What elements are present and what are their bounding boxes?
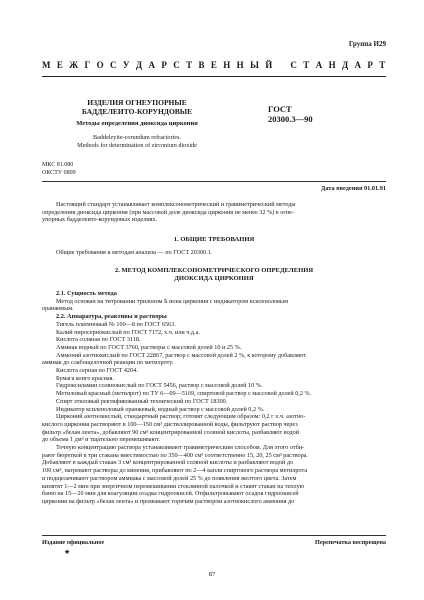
reagent-line: Тигель платиновый № 100—8 по ГОСТ 6563. xyxy=(56,320,176,328)
standard-title-letter: Ж xyxy=(69,60,79,70)
mks-code: МКС 81.080 xyxy=(42,162,74,168)
standard-title-letter: Е xyxy=(56,60,64,70)
standard-title-letter: Р xyxy=(161,60,168,70)
reagent-line: Цирконий азотнокислый, стандартный раствор; готовят следующим образом: 0,2 г х.ч. азотно- xyxy=(56,413,306,421)
standard-title-letter: А xyxy=(148,60,156,70)
reagent-line: Бумага конго красная. xyxy=(56,374,115,382)
standard-title-letter: Д xyxy=(135,60,143,70)
gost-number: 20300.3—90 xyxy=(268,114,313,124)
standard-title-letter: С xyxy=(110,60,118,70)
reagent-line: Аммоний азотнокислый по ГОСТ 22867, раствор с массовой долей 2 %, к которому добавляют xyxy=(56,351,306,359)
reagent-line: Индикатор ксиленоловый оранжевый, водный раствор с массовой долей 0,2 %. xyxy=(56,405,265,413)
standard-title-letter: О xyxy=(96,60,105,70)
final-paragraph-line: Точную концентрацию раствора устанавливают гравиметрическим способом. Для этого отби- xyxy=(56,444,305,452)
title-ru-line2: БАДДЕЛЕИТО-КОРУНДОВЫЕ xyxy=(81,107,193,116)
subsection-2-2-title: 2.2. Аппаратура, реактивы и растворы xyxy=(56,313,167,321)
final-paragraph xyxy=(42,444,386,506)
section2-heading xyxy=(42,267,386,283)
reagent-line: Кислота соляная по ГОСТ 3118. xyxy=(56,336,141,344)
reagent-line: Метиловый красный (метилрот) по ТУ 6—09—5169, спиртовой раствор с массовой долей 0,2 %. xyxy=(56,390,312,398)
section2-body xyxy=(42,290,386,506)
title-en-line1: Baddeleyite-corundum refractories. xyxy=(93,134,181,141)
section2-heading-line2: ДИОКСИДА ЦИРКОНИЯ xyxy=(174,275,254,282)
reagent-line: Калий пиросернокислый по ГОСТ 7172, х.ч. или ч.д.а. xyxy=(56,328,200,336)
sub1-line: оранжевым. xyxy=(42,305,74,313)
standard-title-letter: У xyxy=(122,60,131,70)
standard-title-letter: А xyxy=(354,60,362,70)
final-paragraph-line: рают бюреткой в три стакана вместимостью по 350—400 см³ соответственно 15, 20, 25 см³ раствора. xyxy=(42,451,308,459)
final-paragraph-line: и подщелачивают раствором аммиака с массовой долей 25 % до появления желтого цвета. Затем xyxy=(42,474,297,482)
intro-date: Дата введения 01.01.91 xyxy=(321,185,386,192)
reagent-line: до объема 1 дм³ и тщательно перемешивают. xyxy=(42,436,160,444)
standard-title xyxy=(42,60,386,70)
intro-line: определения диоксида циркония (при массовой доле диоксида циркония не менее 32 %) в огне- xyxy=(42,208,294,216)
reagent-line: фильтр «белая лента», добавляют 90 см³ концентрированной соляной кислоты, разбавляют водой xyxy=(42,428,300,436)
standard-title-letter: Д xyxy=(341,60,349,70)
final-paragraph-line: циркония на фильтр «белая лента» и промывают горячим раствором азотнокислого аммония до xyxy=(42,497,295,505)
group-code: Группа И29 xyxy=(348,40,386,48)
reagent-line: Спирт этиловый ректификованный технический по ГОСТ 18300. xyxy=(56,397,228,405)
reagent-line: аммиак до слабощелочной реакции по метилроту. xyxy=(42,359,174,367)
standard-title-letter: Р xyxy=(367,60,374,70)
standard-title-letter: М xyxy=(42,60,51,70)
title-en xyxy=(42,134,232,150)
section1-heading: 1. ОБЩИЕ ТРЕБОВАНИЯ xyxy=(173,236,255,243)
reagents-list xyxy=(42,321,386,444)
footer-official-edition: Издание официальное xyxy=(42,539,105,546)
date-divider xyxy=(42,181,386,182)
subsection-2-1-title: 2.1. Сущность метода xyxy=(56,290,117,297)
standard-title-letter: В xyxy=(198,60,206,70)
okstu-code: ОКСТУ 0809 xyxy=(42,169,76,176)
title-ru-line1: ИЗДЕЛИЯ ОГНЕУПОРНЫЕ xyxy=(87,98,187,107)
reagent-line: Гидроксиламин солянокислый по ГОСТ 5456, раствор с массовой долей 10 %. xyxy=(56,382,263,390)
title-ru xyxy=(42,98,232,116)
footer-reprint-prohibited: Перепечатка воспрещена xyxy=(315,539,386,546)
standard-title-letter: С xyxy=(290,60,298,70)
top-divider xyxy=(42,76,386,77)
footer-divider xyxy=(42,535,386,536)
final-paragraph-line: 100 см³, нагревают растворы до кипения, прибавляют по 2—4 капли спиртового раствора метилрота xyxy=(42,467,308,475)
gost-label: ГОСТ xyxy=(268,104,292,114)
intro-paragraph xyxy=(42,201,386,224)
final-paragraph-line: кипятят 1—2 мин при энергичном перемешивании стеклянной палочкой и ставят стакан на теплую xyxy=(42,482,305,490)
standard-title-letter: Г xyxy=(84,60,91,70)
standard-title-letter: С xyxy=(173,60,181,70)
gost-number-block xyxy=(268,104,378,124)
standard-title-letter: Т xyxy=(186,60,193,70)
reagent-line: кислого циркония растворяют в 100—150 см³ дистиллированной воды, фильтруют раствор через xyxy=(42,420,298,428)
standard-title-letter: А xyxy=(315,60,323,70)
final-paragraph-line: Добавляют в каждый стакан 3 см³ концентрированной соляной кислоты и разбавляют водой до xyxy=(42,459,294,467)
intro-line: Настоящий стандарт устанавливает комплексонометрический и гравиметрический методы xyxy=(56,201,296,208)
intro-line: упорных бадделеито-корундовых изделиях. xyxy=(42,216,158,224)
subtitle-ru: Методы определения диоксида циркония xyxy=(76,120,198,127)
standard-title-letter: Н xyxy=(236,60,245,70)
standard-title-letter: Н xyxy=(328,60,337,70)
section2-heading-line1: 2. МЕТОД КОМПЛЕКСОНОМЕТРИЧЕСКОГО ОПРЕДЕЛЕНИЯ xyxy=(114,267,314,274)
section1-text: Общие требования к методам анализа — по ГОСТ 20300.1. xyxy=(56,249,213,256)
title-en-line2: Methods for determination of zirconium dioxide xyxy=(77,142,197,149)
sub1-line: Метод основан на титровании трилоном Б иона циркония с индикатором ксиленоловым xyxy=(56,297,289,305)
standard-title-letter: Ы xyxy=(250,60,260,70)
final-paragraph-line: баню на 15—20 мин для коагуляции осадка гидроокисей. Отфильтровывают осадок гидроокисей xyxy=(42,490,299,498)
page-number: 87 xyxy=(208,571,216,578)
standard-title-letter: Й xyxy=(265,60,273,70)
star-icon: ★ xyxy=(64,548,71,556)
reagent-line: Аммиак водный по ГОСТ 3760, растворы с массовой долей 10 и 25 %. xyxy=(56,343,242,351)
standard-title-letter: Е xyxy=(210,60,218,70)
standard-title-letter: Т xyxy=(379,60,386,70)
standard-title-letter: Т xyxy=(303,60,310,70)
reagent-line: Кислота серная по ГОСТ 4204. xyxy=(56,367,138,375)
classification-codes xyxy=(42,162,76,177)
standard-title-letter: Н xyxy=(223,60,231,70)
